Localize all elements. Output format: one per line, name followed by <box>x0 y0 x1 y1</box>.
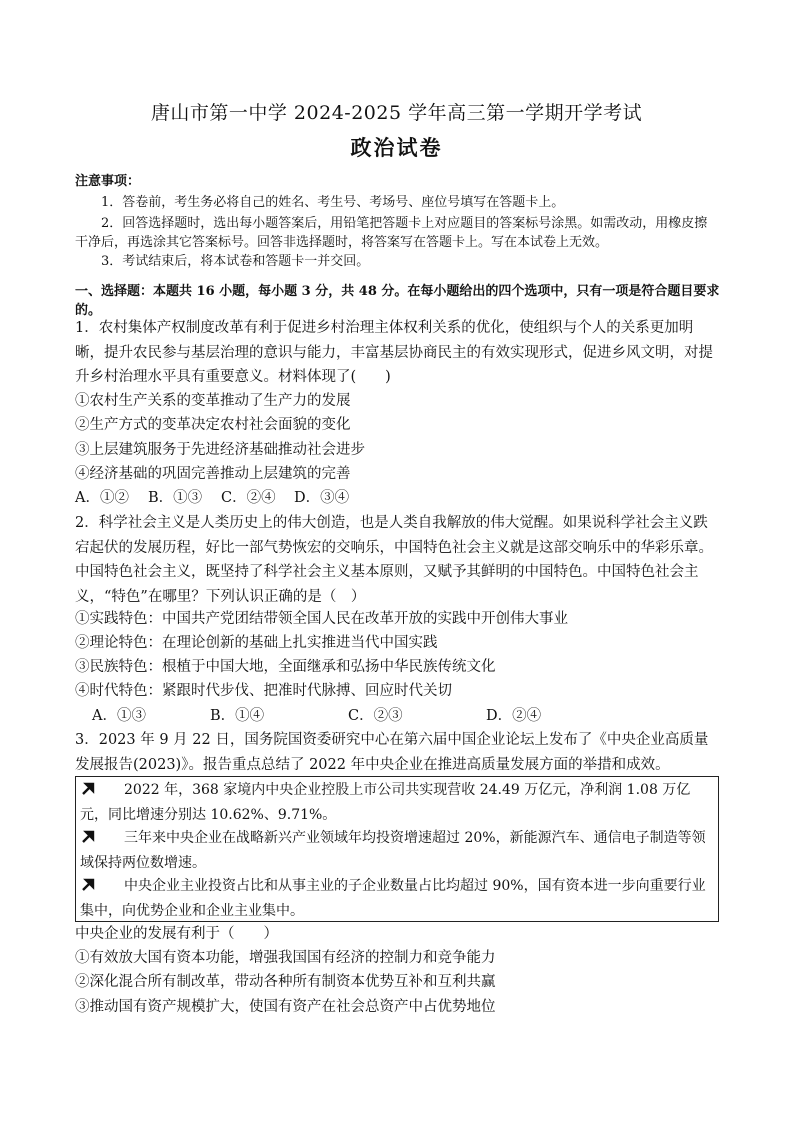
q1-statement: ①农村生产关系的变革推动了生产力的发展 <box>75 393 351 409</box>
section-header <box>75 282 720 320</box>
notes-heading: 注意事项： <box>75 174 141 189</box>
exam-subject: 政治试卷 <box>350 135 443 160</box>
exam-title: 唐山市第一中学 2024-2025 学年高三第一学期开学考试 <box>150 102 643 124</box>
arrow-up-right-icon <box>80 781 96 797</box>
question-1-stem: 1．农村集体产权制度改革有利于促进乡村治理主体权利关系的优化，使组织与个人的关系更加明晰，提升农民参与基层治理的意识与能力，丰富基层协商民主的有效实现形式，促进乡风文明，对提升乡村治理水平具有重要意义。材料体现了( ) <box>75 320 713 385</box>
note-item: 3．考试结束后，将本试卷和答题卡一并交回。 <box>101 254 370 269</box>
material-box <box>75 776 719 922</box>
q1-option-b: B．①③ <box>148 490 203 506</box>
q2-option-c: C．②③ <box>348 708 403 724</box>
q2-statement: ③民族特色：根植于中国大地，全面继承和弘扬中华民族传统文化 <box>75 659 496 675</box>
q2-statement: ①实践特色：中国共产党团结带领全国人民在改革开放的实践中开创伟大事业 <box>75 611 568 627</box>
q2-statement: ②理论特色：在理论创新的基础上扎实推进当代中国实践 <box>75 635 438 651</box>
q1-option-a: A．①② <box>75 490 129 506</box>
q2-option-a: A．①③ <box>92 708 146 724</box>
question-3-stem: 3．2023 年 9 月 22 日，国务院国资委研究中心在第六届中国企业论坛上发布了《中央企业高质量发展报告(2023)》。报告重点总结了 2022 年中央企业在推进高质量发展方面的举措和成效。 <box>75 732 709 773</box>
note-item: 1．答卷前，考生务必将自己的姓名、考生号、考场号、座位号填写在答题卡上。 <box>101 195 565 210</box>
section-label: 一、选择题： <box>75 284 154 299</box>
material-paragraph <box>80 778 714 827</box>
q3-statement: ②深化混合所有制改革，带动各种所有制资本优势互补和互利共赢 <box>75 974 496 990</box>
note-item: 2．回答选择题时，选出每小题答案后，用铅笔把答题卡上对应题目的答案标号涂黑。如需改动，用橡皮擦干净后，再选涂其它答案标号。回答非选择题时，将答案写在答题卡上。写在本试卷上无效。 <box>75 216 708 250</box>
material-paragraph <box>80 826 714 875</box>
q1-statement: ④经济基础的巩固完善推动上层建筑的完善 <box>75 466 351 482</box>
material-text: 2022 年，368 家境内中央企业控股上市公司共实现营收 24.49 万亿元，净利润 1.08 万亿元，同比增速分别达 10.62%、9.71%。 <box>80 782 691 823</box>
q3-statement: ①有效放大国有资本功能，增强我国国有经济的控制力和竞争能力 <box>75 950 496 966</box>
arrow-up-right-icon <box>80 829 96 845</box>
q1-options <box>75 486 349 510</box>
q1-statement: ③上层建筑服务于先进经济基础推动社会进步 <box>75 442 365 458</box>
material-text: 三年来中央企业在战略新兴产业领域年均投资增速超过 20%，新能源汽车、通信电子制造等领域保持两位数增速。 <box>80 830 706 871</box>
q2-option-b: B．①④ <box>210 708 265 724</box>
section-text: 本题共 16 小题，每小题 3 分，共 48 分。在每小题给出的四个选项中，只有一项是符合题目要求的。 <box>75 284 720 318</box>
q3-statement: ③推动国有资产规模扩大，使国有资产在社会总资产中占优势地位 <box>75 999 496 1015</box>
q2-option-d: D．②④ <box>486 708 542 724</box>
q1-option-d: D．③④ <box>294 490 350 506</box>
q2-statement: ④时代特色：紧跟时代步伐、把准时代脉搏、回应时代关切 <box>75 683 452 699</box>
material-text: 中央企业主业投资占比和从事主业的子企业数量占比均超过 90%，国有资本进一步向重要行业集中，向优势企业和企业主业集中。 <box>80 878 706 919</box>
q1-option-c: C．②④ <box>221 490 276 506</box>
question-2-stem: 2．科学社会主义是人类历史上的伟大创造，也是人类自我解放的伟大觉醒。如果说科学社会主义跌宕起伏的发展历程，好比一部气势恢宏的交响乐，中国特色社会主义就是这部交响乐中的华彩乐章。中国特色社会主义，既坚持了科学社会主义基本原则，又赋予其鲜明的中国特色。中国特色社会主义，“特色”在哪里？下列认识正确的是（ ） <box>75 515 713 605</box>
q1-statement: ②生产方式的变革决定农村社会面貌的变化 <box>75 417 351 433</box>
q2-options <box>92 704 541 728</box>
question-3-prompt: 中央企业的发展有利于（ ） <box>75 926 278 942</box>
arrow-up-right-icon <box>80 877 96 893</box>
material-paragraph <box>80 874 714 923</box>
